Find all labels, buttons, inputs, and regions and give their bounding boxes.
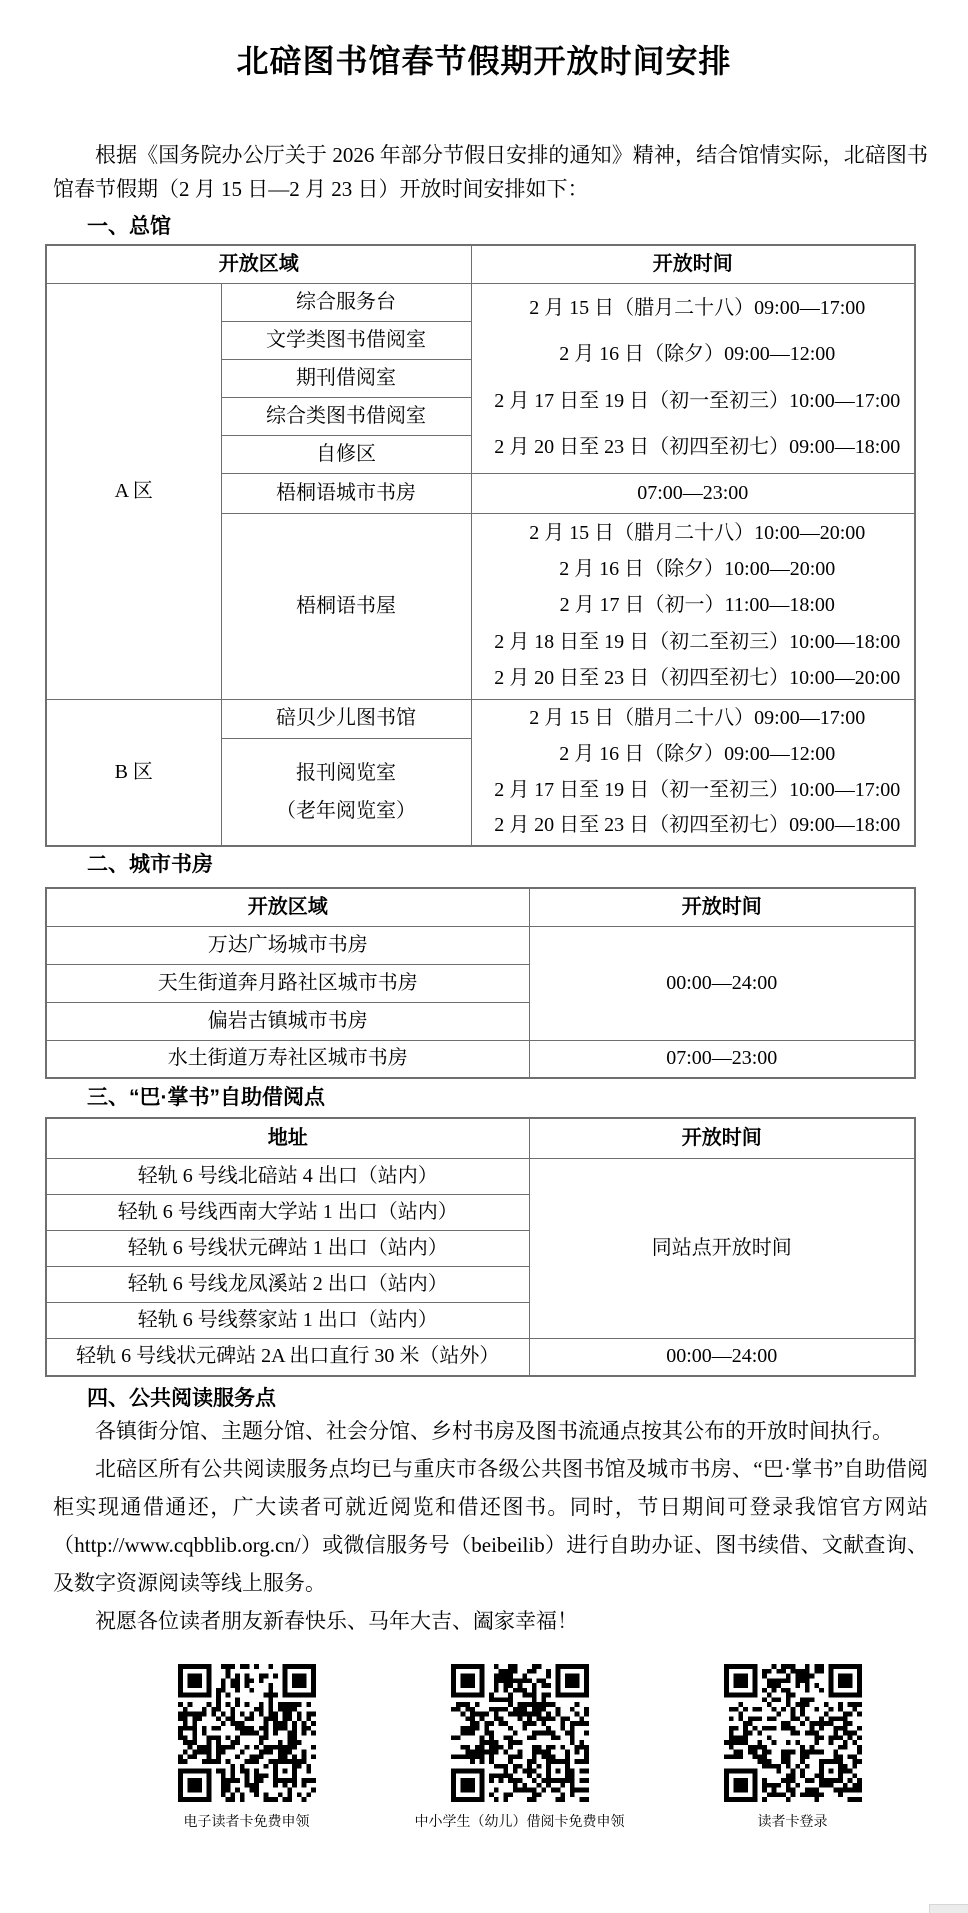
station-address: 轻轨 6 号线北碚站 4 出口（站内）: [46, 1158, 529, 1194]
self-service-points-table: [45, 1117, 916, 1377]
qr-code-login: [724, 1664, 862, 1802]
book-house-times: [471, 513, 915, 699]
column-header-time: 开放时间: [529, 1118, 915, 1158]
time-line: 2 月 18 日至 19 日（初二至初三）10:00—18:00: [494, 630, 901, 653]
table-row: [46, 283, 915, 321]
column-header-area: 开放区域: [46, 245, 471, 283]
time-line: 2 月 17 日至 19 日（初一至初三）10:00—17:00: [494, 389, 901, 412]
section-heading-main-library: 一、总馆: [87, 215, 171, 238]
page-title: 北碚图书馆春节假期开放时间安排: [236, 43, 732, 79]
paragraph-services: 北碚区所有公共阅读服务点均已与重庆市各级公共图书馆及城市书房、“巴·掌书”自助借阅柜实现通借通还，广大读者可就近阅览和借还图书。同时，节日期间可登录我馆官方网站（http://www.cqbblib.org.cn/）或微信服务号（beibeilib）进行自助办证、图书续借、文献查询、及数字资源阅读等线上服务。: [53, 1457, 928, 1595]
closing-paragraphs: [53, 1412, 928, 1640]
intro-paragraph: 根据《国务院办公厅关于 2026 年部分节假日安排的通知》精神，结合馆情实际，北碚图书馆春节假期（2 月 15 日—2 月 23 日）开放时间安排如下：: [53, 143, 928, 201]
time-line: 2 月 15 日（腊月二十八）09:00—17:00: [529, 296, 866, 319]
table-row: [46, 699, 915, 738]
qr-block-student-card: [383, 1664, 656, 1832]
main-library-schedule-table: [45, 244, 916, 847]
study-name: 水土街道万寿社区城市书房: [46, 1040, 529, 1078]
station-address: 轻轨 6 号线西南大学站 1 出口（站内）: [46, 1194, 529, 1230]
time-line: 2 月 17 日至 19 日（初一至初三）10:00—17:00: [494, 778, 901, 801]
room-name: 自修区: [221, 435, 471, 473]
time-value: 00:00—24:00: [529, 926, 915, 1040]
section-heading-self-service-points: 三、“巴·掌书”自助借阅点: [87, 1086, 325, 1109]
qr-label-student-card: 中小学生（幼儿）借阅卡免费申领: [414, 1815, 625, 1830]
table-row: [46, 926, 915, 964]
qr-block-ecard: [110, 1664, 383, 1832]
time-value: 07:00—23:00: [529, 1040, 915, 1078]
time-line: 2 月 17 日（初一）11:00—18:00: [559, 594, 835, 617]
table-row: [46, 1040, 915, 1078]
table-header-row: [46, 245, 915, 283]
room-name-line: （老年阅览室）: [276, 799, 416, 822]
paragraph-greeting: 祝愿各位读者朋友新春快乐、马年大吉、阖家幸福！: [95, 1609, 578, 1633]
table-header-row: [46, 888, 915, 926]
section-heading-public-reading-points: 四、公共阅读服务点: [87, 1387, 276, 1410]
city-study-schedule-table: [45, 887, 916, 1079]
time-value: 同站点开放时间: [529, 1158, 915, 1338]
room-name: 梧桐语城市书房: [221, 473, 471, 513]
room-name: [221, 738, 471, 846]
room-name: 综合类图书借阅室: [221, 397, 471, 435]
study-name: 天生街道奔月路社区城市书房: [46, 964, 529, 1002]
station-address: 轻轨 6 号线状元碑站 1 出口（站内）: [46, 1230, 529, 1266]
column-header-time: 开放时间: [471, 245, 915, 283]
room-name: 综合服务台: [221, 283, 471, 321]
room-name: 梧桐语书屋: [221, 513, 471, 699]
study-name: 万达广场城市书房: [46, 926, 529, 964]
room-name: 碚贝少儿图书馆: [221, 699, 471, 738]
section-heading-city-studies: 二、城市书房: [87, 853, 213, 876]
time-line: 2 月 15 日（腊月二十八）10:00—20:00: [529, 521, 866, 544]
zone-b-label: B 区: [46, 699, 221, 846]
paragraph-branches: 各镇街分馆、主题分馆、社会分馆、乡村书房及图书流通点按其公布的开放时间执行。: [95, 1419, 893, 1443]
time-line: 2 月 20 日至 23 日（初四至初七）10:00—20:00: [494, 667, 901, 690]
table-header-row: [46, 1118, 915, 1158]
station-address: 轻轨 6 号线龙凤溪站 2 出口（站内）: [46, 1266, 529, 1302]
station-address: 轻轨 6 号线状元碑站 2A 出口直行 30 米（站外）: [46, 1338, 529, 1376]
zone-a-shared-times: [471, 283, 915, 473]
qr-code-student-card: [451, 1664, 589, 1802]
qr-label-login: 读者卡登录: [757, 1815, 828, 1830]
qr-label-ecard: 电子读者卡免费申领: [183, 1815, 310, 1830]
qr-code-ecard: [178, 1664, 316, 1802]
room-name: 文学类图书借阅室: [221, 321, 471, 359]
column-header-area: 开放区域: [46, 888, 529, 926]
table-row: [46, 1338, 915, 1376]
room-name: 期刊借阅室: [221, 359, 471, 397]
time-line: 2 月 16 日（除夕）10:00—20:00: [559, 558, 836, 581]
study-name: 偏岩古镇城市书房: [46, 1002, 529, 1040]
time-value: 00:00—24:00: [529, 1338, 915, 1376]
zone-a-label: A 区: [46, 283, 221, 699]
room-name-line: 报刊阅览室: [296, 761, 396, 784]
time-line: 2 月 16 日（除夕）09:00—12:00: [559, 343, 836, 366]
table-row: [46, 1158, 915, 1194]
scrollbar-fragment[interactable]: [929, 1904, 968, 1913]
qr-code-row: [110, 1664, 968, 1832]
time-line: 2 月 15 日（腊月二十八）09:00—17:00: [529, 707, 866, 730]
qr-block-login: [656, 1664, 929, 1832]
time-line: 2 月 20 日至 23 日（初四至初七）09:00—18:00: [494, 814, 901, 837]
station-address: 轻轨 6 号线蔡家站 1 出口（站内）: [46, 1302, 529, 1338]
time-line: 2 月 20 日至 23 日（初四至初七）09:00—18:00: [494, 436, 901, 459]
zone-b-shared-times: [471, 699, 915, 846]
column-header-time: 开放时间: [529, 888, 915, 926]
column-header-address: 地址: [46, 1118, 529, 1158]
time-line: 2 月 16 日（除夕）09:00—12:00: [559, 742, 836, 765]
time-value: 07:00—23:00: [471, 473, 915, 513]
